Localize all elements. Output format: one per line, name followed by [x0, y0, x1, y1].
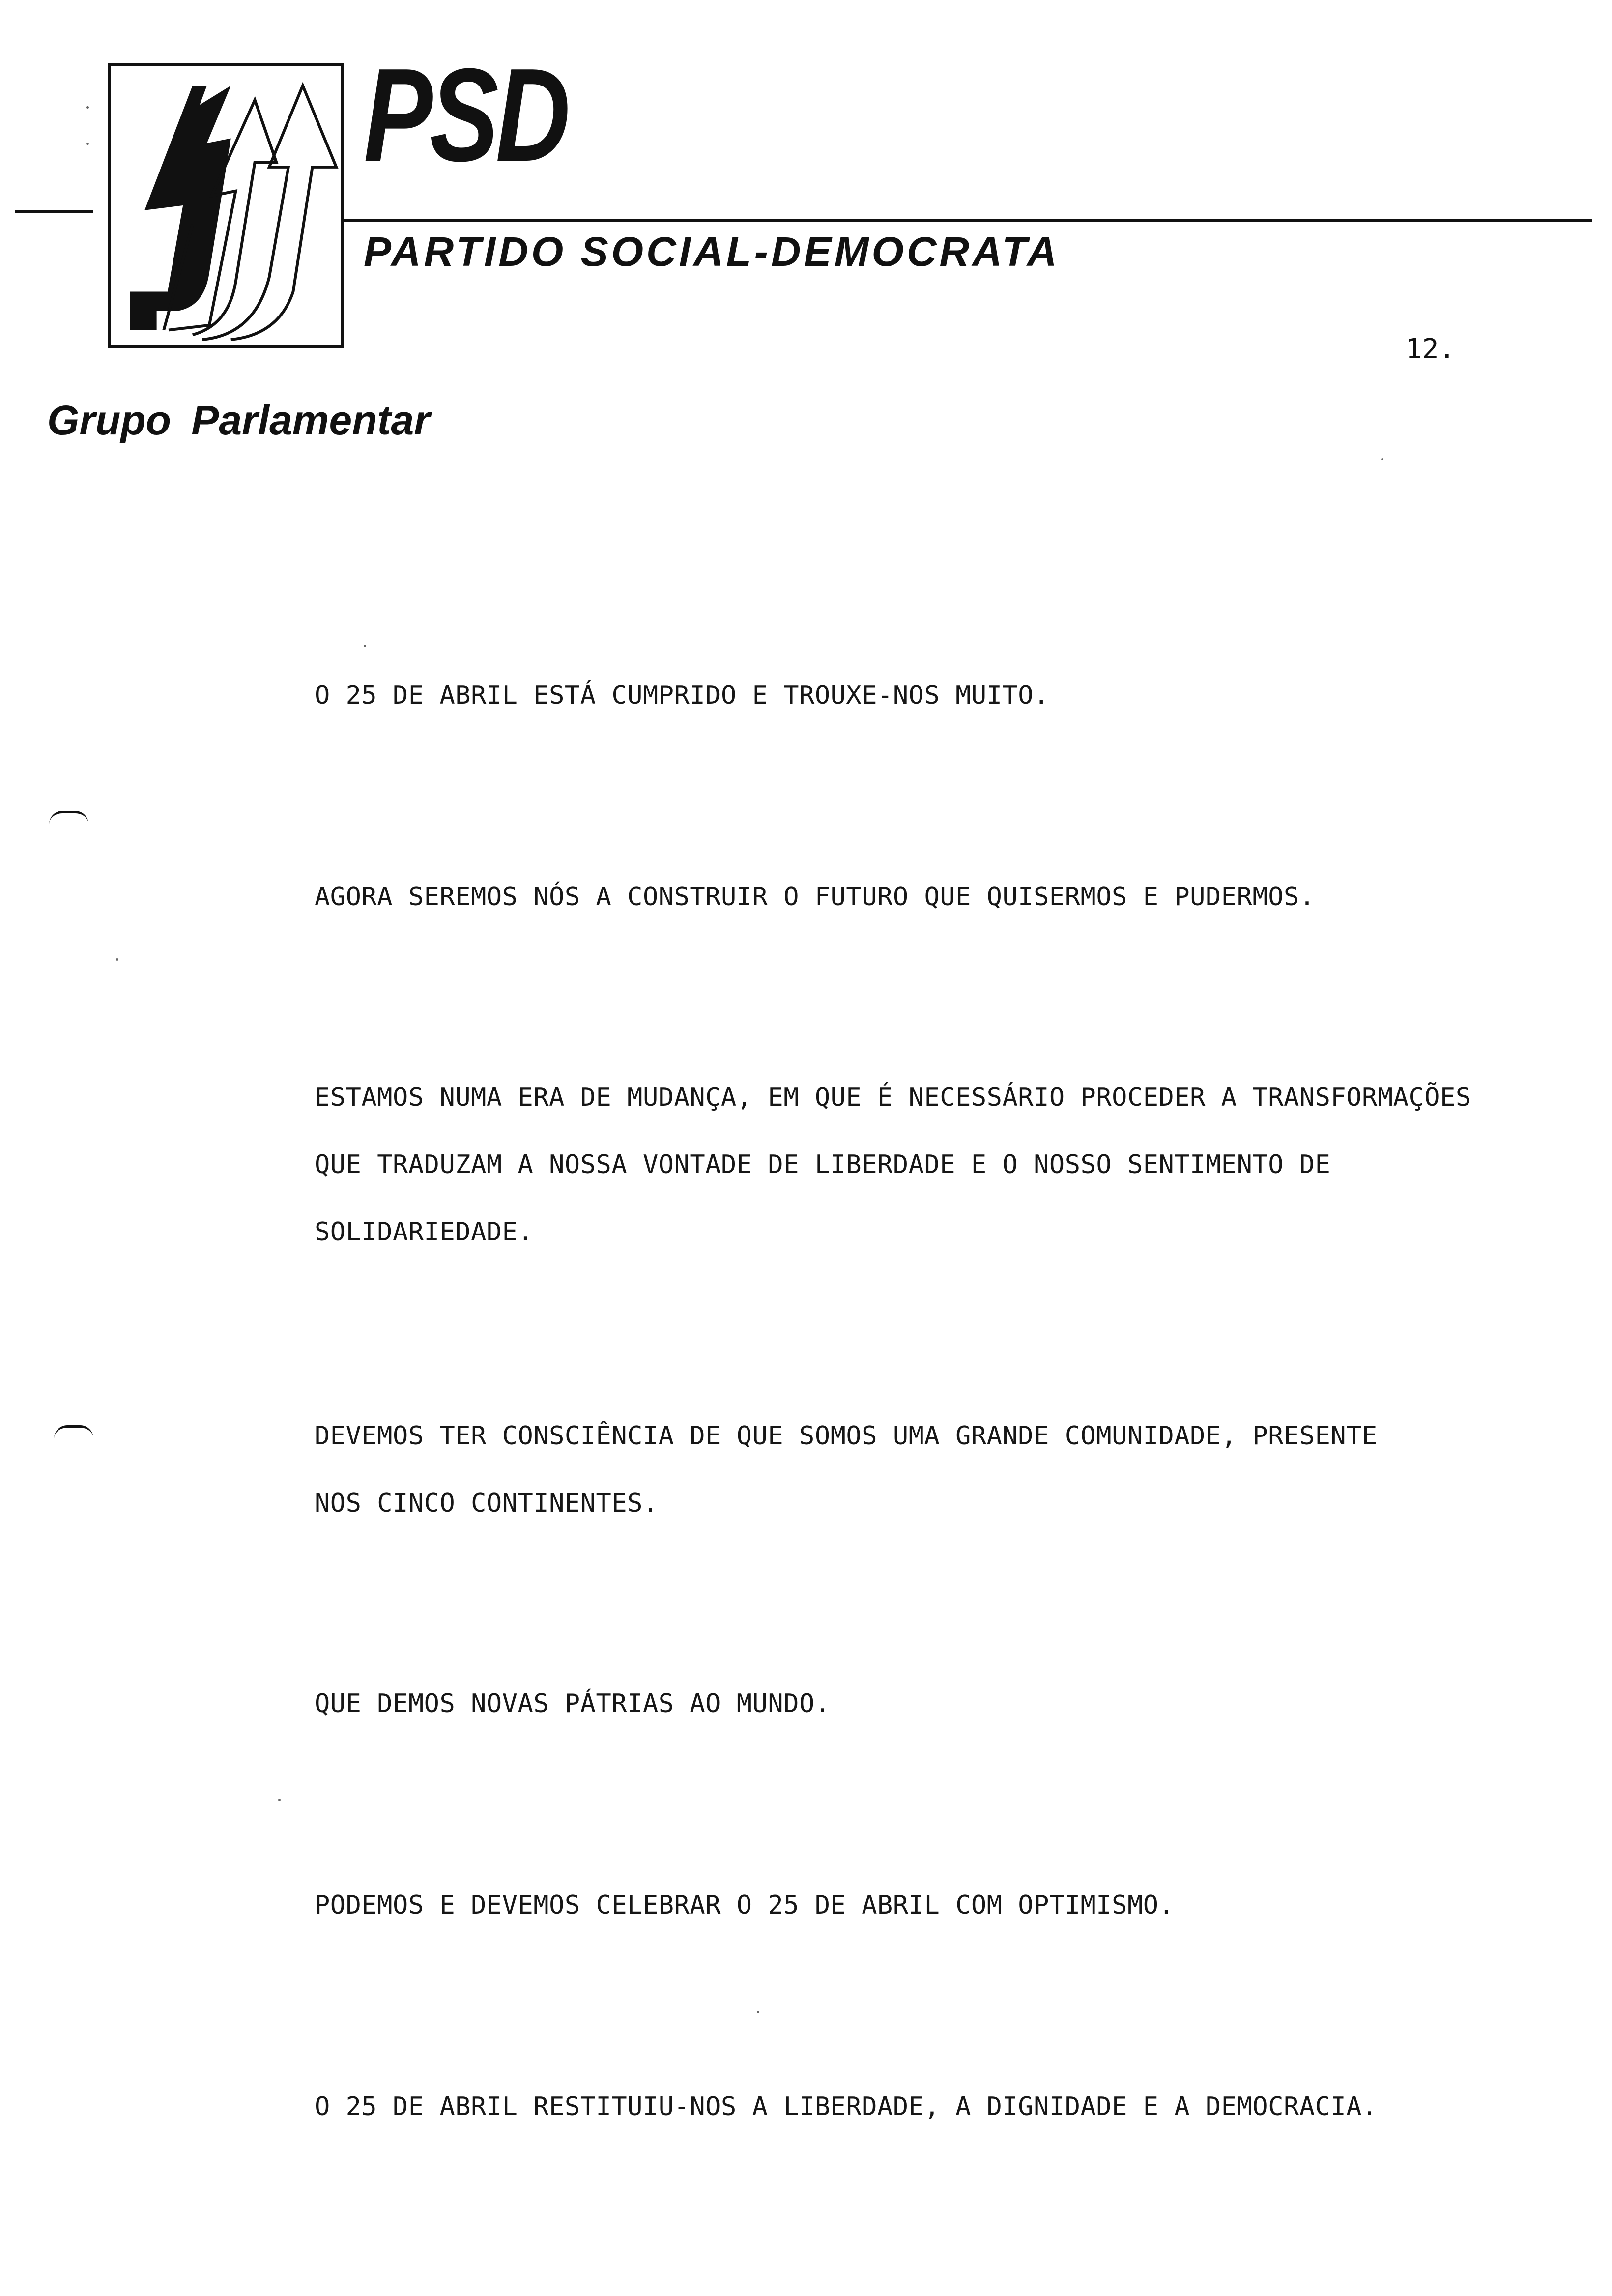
- paragraph-4-line-2: NOS CINCO CONTINENTES.: [315, 1489, 659, 1518]
- margin-mark: [54, 1425, 93, 1438]
- paragraph-2-line-1: AGORA SEREMOS NÓS A CONSTRUIR O FUTURO QUE QUISERMOS E PUDERMOS.: [315, 882, 1315, 912]
- paragraph-4-line-1: DEVEMOS TER CONSCIÊNCIA DE QUE SOMOS UMA GRANDE COMUNIDADE, PRESENTE: [315, 1421, 1378, 1451]
- scan-dot: [116, 958, 118, 961]
- paragraph-1-line-1: O 25 DE ABRIL ESTÁ CUMPRIDO E TROUXE-NOS MUITO.: [315, 681, 1049, 710]
- page-number: 12.: [1406, 333, 1456, 365]
- letterhead-rule: [344, 219, 1592, 222]
- scan-dot: [278, 1799, 281, 1801]
- paragraph-7-line-1: O 25 DE ABRIL RESTITUIU-NOS A LIBERDADE, A DIGNIDADE E A DEMOCRACIA.: [315, 2092, 1378, 2122]
- scan-dot: [86, 143, 89, 145]
- margin-mark: [49, 811, 88, 824]
- scan-dot: [364, 645, 366, 647]
- scan-dot: [86, 106, 89, 109]
- psd-arrows-logo-icon: [111, 66, 341, 345]
- paragraph-3-line-2: QUE TRADUZAM A NOSSA VONTADE DE LIBERDADE E O NOSSO SENTIMENTO DE: [315, 1150, 1331, 1179]
- paragraph-3-line-1: ESTAMOS NUMA ERA DE MUDANÇA, EM QUE É NECESSÁRIO PROCEDER A TRANSFORMAÇÕES: [315, 1083, 1471, 1112]
- parliamentary-group: Grupo Parlamentar: [47, 397, 430, 443]
- margin-rule: [15, 210, 93, 213]
- paragraph-5-line-1: QUE DEMOS NOVAS PÁTRIAS AO MUNDO.: [315, 1689, 831, 1719]
- party-name: PARTIDO SOCIAL-DEMOCRATA: [364, 229, 1060, 275]
- paragraph-6-line-1: PODEMOS E DEVEMOS CELEBRAR O 25 DE ABRIL COM OPTIMISMO.: [315, 1891, 1175, 1920]
- scan-dot: [757, 2011, 759, 2013]
- party-acronym: PSD: [364, 41, 568, 189]
- psd-logo: [108, 63, 344, 348]
- scan-dot: [1381, 458, 1383, 460]
- paragraph-3-line-3: SOLIDARIEDADE.: [315, 1217, 534, 1247]
